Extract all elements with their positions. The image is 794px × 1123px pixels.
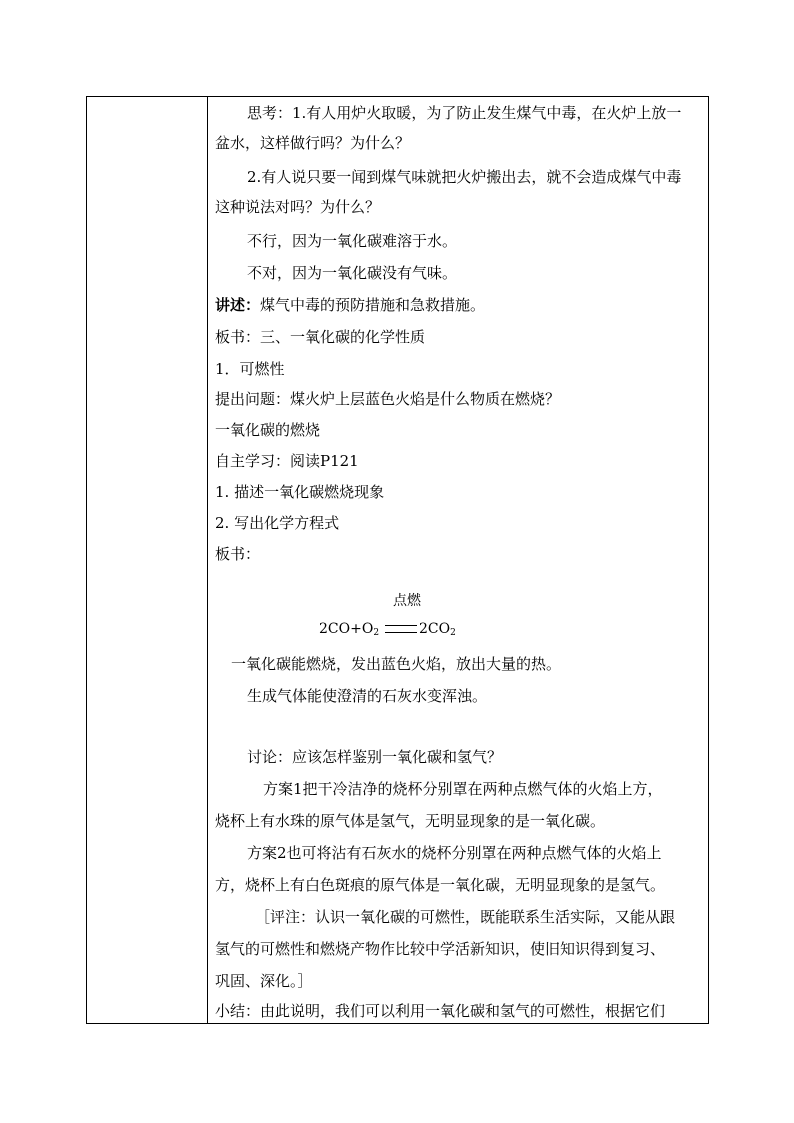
text-line bbox=[215, 939, 665, 959]
line-text: 方，烧杯上有白色斑痕的原气体是一氧化碳，无明显现象的是氢气。 bbox=[215, 876, 666, 894]
line-text: 板书： bbox=[215, 545, 261, 563]
text-line bbox=[215, 811, 605, 831]
line-text: 巩固、深化。］ bbox=[215, 972, 313, 990]
text-line bbox=[247, 686, 487, 706]
text-line bbox=[231, 654, 561, 674]
text-line bbox=[215, 482, 384, 502]
line-text: ［评注：认识一氧化碳的可燃性，既能联系生活实际，又能从跟 bbox=[255, 908, 676, 926]
text-line bbox=[263, 779, 663, 799]
line-label: 讲述： bbox=[215, 296, 261, 314]
equation-reactants: $2CO+O_2$ bbox=[319, 621, 380, 638]
line-text: 氢气的可燃性和燃烧产物作比较中学活新知识，使旧知识得到复习、 bbox=[215, 940, 666, 958]
line-text: 2.有人说只要一闻到煤气味就把火炉搬出去，就不会造成煤气中毒 bbox=[247, 168, 682, 186]
line-text: 一氧化碳的燃烧 bbox=[215, 421, 321, 439]
line-text: 2. 写出化学方程式 bbox=[215, 514, 340, 532]
text-line bbox=[247, 231, 457, 251]
text-line bbox=[247, 747, 502, 767]
line-text: 思考：1.有人用炉火取暖，为了防止发生煤气中毒，在火炉上放一 bbox=[247, 104, 682, 122]
chemical-equation bbox=[319, 615, 459, 639]
line-text: 生成气体能使澄清的石灰水变浑浊。 bbox=[247, 687, 488, 705]
text-line bbox=[215, 295, 485, 315]
text-line bbox=[247, 263, 457, 283]
equation-condition: 点燃 bbox=[393, 593, 421, 609]
text-line bbox=[215, 451, 359, 471]
line-text: 方案1把干冷洁净的烧杯分别罩在两种点燃气体的火焰上方， bbox=[263, 780, 663, 798]
lesson-table bbox=[86, 96, 709, 1024]
line-text: 1. 描述一氧化碳燃烧现象 bbox=[215, 483, 385, 501]
line-text: 讨论：应该怎样鉴别一氧化碳和氢气？ bbox=[247, 748, 503, 766]
text-line bbox=[215, 133, 410, 153]
line-text: 这种说法对吗？为什么？ bbox=[215, 198, 381, 216]
line-text: 小结：由此说明，我们可以利用一氧化碳和氢气的可燃性，根据它们 bbox=[215, 1002, 666, 1020]
line-text: 不对，因为一氧化碳没有气味。 bbox=[247, 264, 458, 282]
text-line bbox=[247, 843, 662, 863]
text-line bbox=[215, 1001, 665, 1021]
line-text: 提出问题：煤火炉上层蓝色火焰是什么物质在燃烧？ bbox=[215, 390, 561, 408]
line-text: 方案2也可将沾有石灰水的烧杯分别罩在两种点燃气体的火焰上 bbox=[247, 844, 662, 862]
text-line bbox=[215, 513, 339, 533]
line-text: 不行，因为一氧化碳难溶于水。 bbox=[247, 232, 458, 250]
text-line bbox=[215, 359, 285, 379]
line-text: 自主学习：阅读P121 bbox=[215, 452, 359, 470]
text-line bbox=[215, 197, 380, 217]
equation-equals-sign bbox=[385, 625, 417, 633]
text-line bbox=[215, 971, 313, 991]
line-text: 一氧化碳能燃烧，发出蓝色火焰，放出大量的热。 bbox=[231, 655, 562, 673]
text-line bbox=[215, 544, 260, 564]
line-text: 煤气中毒的预防措施和急救措施。 bbox=[260, 296, 486, 314]
left-column-cell bbox=[87, 97, 208, 1023]
text-line bbox=[215, 389, 560, 409]
text-line bbox=[215, 420, 320, 440]
text-line bbox=[247, 103, 681, 123]
line-text: 1．可燃性 bbox=[215, 360, 285, 378]
text-line bbox=[215, 875, 665, 895]
text-line bbox=[255, 907, 675, 927]
line-text: 烧杯上有水珠的原气体是氢气，无明显现象的是一氧化碳。 bbox=[215, 812, 606, 830]
line-text: 盆水，这样做行吗？为什么？ bbox=[215, 134, 411, 152]
equation-product: $2CO_2$ bbox=[419, 621, 456, 638]
text-line bbox=[215, 327, 425, 347]
line-text: 板书：三、一氧化碳的化学性质 bbox=[215, 328, 426, 346]
text-line bbox=[247, 167, 681, 187]
